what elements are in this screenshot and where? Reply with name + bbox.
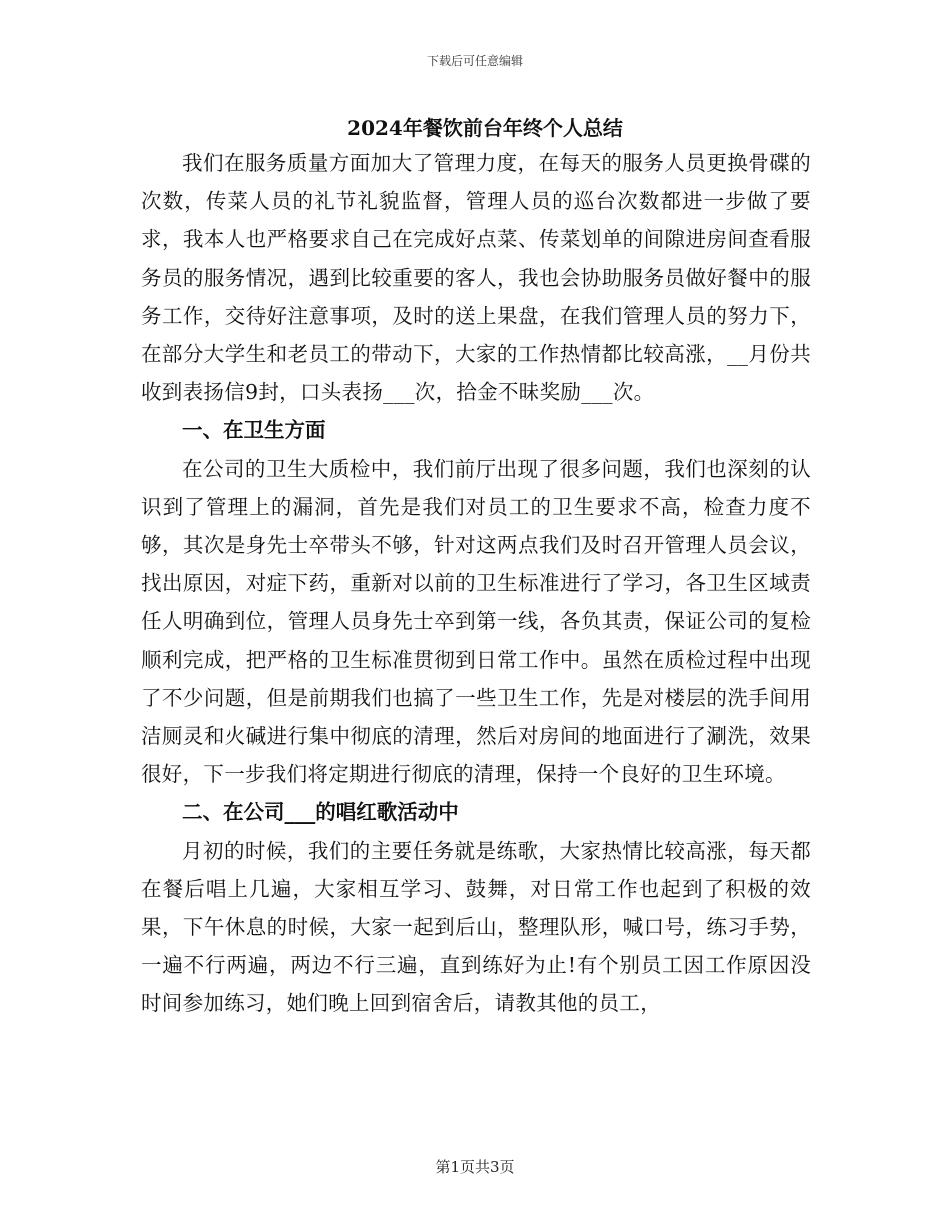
document-title: 2024年餐饮前台年终个人总结 <box>347 116 623 140</box>
document-body <box>141 112 811 1023</box>
section-heading-hygiene: 一、在卫生方面 <box>182 418 326 443</box>
paragraph-service-quality: 我们在服务质量方面加大了管理力度，在每天的服务人员更换骨碟的次数，传菜人员的礼节礼貌监督，管理人员的巡台次数都进一步做了要求，我本人也严格要求自己在完成好点菜、传菜划单的间隙进房间查看服务员的服务情况，遇到比较重要的客人，我也会协助服务员做好餐中的服务工作，交待好注意事项，及时的送上果盘，在我们管理人员的努力下，在部分大学生和老员工的带动下，大家的工作热情都比较高涨，__月份共收到表扬信9封，口头表扬___次，拾金不昧奖励___次。 <box>141 151 811 405</box>
paragraph-hygiene: 在公司的卫生大质检中，我们前厅出现了很多问题，我们也深刻的认识到了管理上的漏洞，首先是我们对员工的卫生要求不高，检查力度不够，其次是身先士卒带头不够，针对这两点我们及时召开管理人员会议，找出原因，对症下药，重新对以前的卫生标准进行了学习，各卫生区域责任人明确到位，管理人员身先士卒到第一线，各负其责，保证公司的复检顺利完成，把严格的卫生标准贯彻到日常工作中。虽然在质检过程中出现了不少问题，但是前期我们也搞了一些卫生工作，先是对楼层的洗手间用洁厕灵和火碱进行集中彻底的清理，然后对房间的地面进行了涮洗，效果很好，下一步我们将定期进行彻底的清理，保持一个良好的卫生环境。 <box>141 456 811 787</box>
header-note: 下载后可任意编辑 <box>426 54 523 68</box>
page-number: 第1页共3页 <box>435 1158 515 1176</box>
paragraph-red-songs: 月初的时候，我们的主要任务就是练歌，大家热情比较高涨，每天都在餐后唱上几遍，大家相互学习、鼓舞，对日常工作也起到了积极的效果，下午休息的时候，大家一起到后山，整理队形，喊口号，练习手势，一遍不行两遍，两边不行三遍，直到练好为止!有个别员工因工作原因没时间参加练习，她们晚上回到宿舍后，请教其他的员工， <box>141 838 811 1016</box>
section-heading-red-songs: 二、在公司___的唱红歌活动中 <box>182 800 459 825</box>
